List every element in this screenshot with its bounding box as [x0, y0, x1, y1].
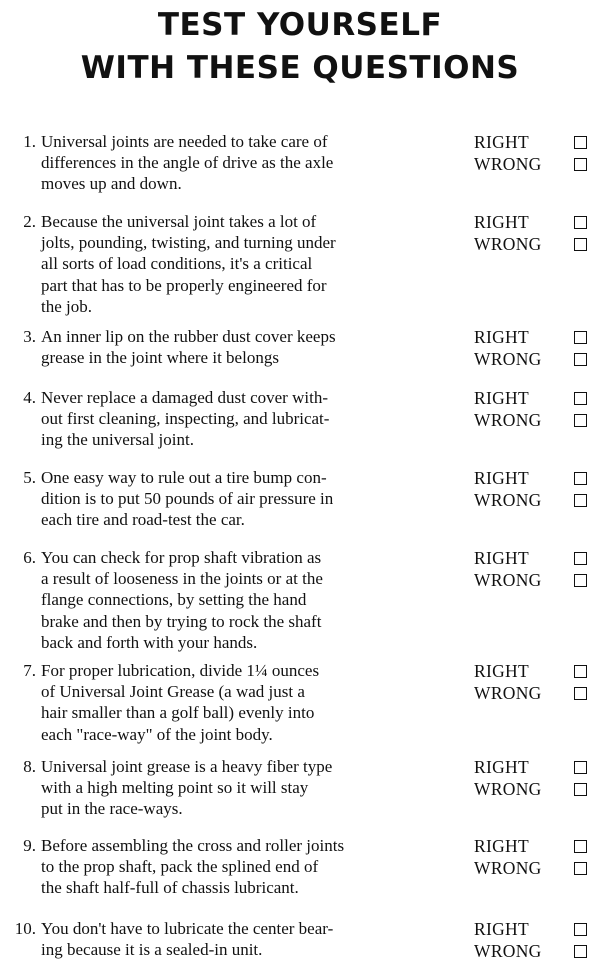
- wrong-checkbox[interactable]: [574, 494, 587, 507]
- question-number: 2.: [23, 212, 36, 231]
- question-text-line: ing because it is a sealed-in unit.: [41, 940, 263, 960]
- wrong-label: WRONG: [474, 570, 542, 590]
- answer-option-wrong: [474, 569, 600, 591]
- question-number: 8.: [23, 757, 36, 776]
- right-checkbox[interactable]: [574, 136, 587, 149]
- question-number: 5.: [23, 468, 36, 487]
- question-text-line: back and forth with your hands.: [41, 632, 258, 652]
- wrong-checkbox[interactable]: [574, 574, 587, 587]
- question-text-line: ing the universal joint.: [41, 430, 194, 450]
- answer-option-right: [474, 211, 600, 233]
- question-text: [41, 467, 459, 531]
- question-text-line: brake and then by trying to rock the shaft: [41, 611, 322, 631]
- wrong-label: WRONG: [474, 779, 542, 799]
- wrong-checkbox[interactable]: [574, 414, 587, 427]
- right-label: RIGHT: [474, 132, 529, 152]
- question-number: 1.: [23, 132, 36, 151]
- right-label: RIGHT: [474, 661, 529, 681]
- wrong-label: WRONG: [474, 683, 542, 703]
- question-text-line: out first cleaning, inspecting, and lubricat-: [41, 409, 330, 429]
- question-text-line: Before assembling the cross and roller joints: [41, 836, 345, 855]
- question-text-line: dition is to put 50 pounds of air pressure in: [41, 489, 334, 509]
- wrong-checkbox[interactable]: [574, 945, 587, 958]
- question-number: 4.: [23, 388, 36, 407]
- question-number: 10.: [14, 919, 36, 938]
- right-label: RIGHT: [474, 919, 529, 939]
- answer-options: [474, 547, 600, 591]
- answer-option-wrong: [474, 682, 600, 704]
- right-label: RIGHT: [474, 388, 529, 408]
- question-text-line: For proper lubrication, divide 1¼ ounces: [41, 661, 320, 680]
- question-text-line: Universal joint grease is a heavy fiber type: [41, 757, 333, 776]
- wrong-checkbox[interactable]: [574, 687, 587, 700]
- answer-option-wrong: [474, 857, 600, 879]
- question-text-line: moves up and down.: [41, 174, 182, 194]
- right-label: RIGHT: [474, 212, 529, 232]
- wrong-label: WRONG: [474, 154, 542, 174]
- right-label: RIGHT: [474, 548, 529, 568]
- page-title: [0, 4, 600, 90]
- question-text-line: flange connections, by setting the hand: [41, 590, 307, 610]
- question-number: 7.: [23, 661, 36, 680]
- answer-option-right: [474, 547, 600, 569]
- question-text-line: the job.: [41, 296, 92, 316]
- answer-option-right: [474, 918, 600, 940]
- answer-option-right: [474, 660, 600, 682]
- answer-options: [474, 835, 600, 879]
- wrong-label: WRONG: [474, 490, 542, 510]
- answer-options: [474, 131, 600, 175]
- question-text-line: hair smaller than a golf ball) evenly into: [41, 703, 315, 723]
- answer-option-wrong: [474, 153, 600, 175]
- question-text-line: with a high melting point so it will stay: [41, 778, 309, 798]
- title-line-2: WITH THESE QUESTIONS: [80, 50, 520, 86]
- question-text: [41, 326, 459, 368]
- wrong-label: WRONG: [474, 858, 542, 878]
- wrong-checkbox[interactable]: [574, 158, 587, 171]
- right-checkbox[interactable]: [574, 923, 587, 936]
- answer-option-right: [474, 326, 600, 348]
- answer-options: [474, 660, 600, 704]
- wrong-label: WRONG: [474, 349, 542, 369]
- answer-options: [474, 467, 600, 511]
- answer-option-right: [474, 131, 600, 153]
- answer-option-right: [474, 467, 600, 489]
- right-checkbox[interactable]: [574, 552, 587, 565]
- answer-options: [474, 211, 600, 255]
- question-text-line: to the prop shaft, pack the splined end of: [41, 857, 319, 877]
- answer-options: [474, 756, 600, 800]
- answer-option-wrong: [474, 940, 600, 962]
- answer-options: [474, 326, 600, 370]
- answer-option-wrong: [474, 778, 600, 800]
- question-text: [41, 211, 459, 317]
- title-line-1: TEST YOURSELF: [157, 7, 443, 43]
- question-text-line: You can check for prop shaft vibration as: [41, 548, 322, 567]
- question-text-line: differences in the angle of drive as the axle: [41, 153, 334, 173]
- right-label: RIGHT: [474, 836, 529, 856]
- question-text-line: the shaft half-full of chassis lubricant.: [41, 878, 299, 898]
- answer-option-right: [474, 756, 600, 778]
- answer-options: [474, 387, 600, 431]
- question-text: [41, 918, 459, 960]
- question-text-line: An inner lip on the rubber dust cover keeps: [41, 327, 336, 346]
- answer-options: [474, 918, 600, 962]
- question-text-line: grease in the joint where it belongs: [41, 348, 279, 368]
- question-text: [41, 660, 459, 745]
- wrong-label: WRONG: [474, 941, 542, 961]
- right-checkbox[interactable]: [574, 665, 587, 678]
- question-text-line: each "race-way" of the joint body.: [41, 724, 273, 744]
- right-checkbox[interactable]: [574, 761, 587, 774]
- question-text-line: put in the race-ways.: [41, 799, 183, 819]
- right-checkbox[interactable]: [574, 216, 587, 229]
- question-text-line: Universal joints are needed to take care of: [41, 132, 328, 151]
- answer-option-right: [474, 835, 600, 857]
- question-text: [41, 131, 459, 195]
- question-number: 6.: [23, 548, 36, 567]
- question-text-line: jolts, pounding, twisting, and turning under: [41, 233, 336, 253]
- question-text-line: You don't have to lubricate the center bear-: [41, 919, 334, 938]
- question-text-line: part that has to be properly engineered for: [41, 275, 327, 295]
- question-number: 9.: [23, 836, 36, 855]
- right-checkbox[interactable]: [574, 331, 587, 344]
- right-label: RIGHT: [474, 327, 529, 347]
- question-text-line: of Universal Joint Grease (a wad just a: [41, 682, 305, 702]
- answer-option-right: [474, 387, 600, 409]
- wrong-checkbox[interactable]: [574, 353, 587, 366]
- answer-option-wrong: [474, 409, 600, 431]
- right-label: RIGHT: [474, 468, 529, 488]
- question-text: [41, 756, 459, 820]
- wrong-checkbox[interactable]: [574, 783, 587, 796]
- question-text-line: a result of looseness in the joints or at the: [41, 569, 323, 589]
- wrong-checkbox[interactable]: [574, 862, 587, 875]
- question-text: [41, 835, 459, 899]
- right-checkbox[interactable]: [574, 392, 587, 405]
- question-text: [41, 547, 459, 653]
- wrong-label: WRONG: [474, 234, 542, 254]
- question-text-line: Because the universal joint takes a lot of: [41, 212, 317, 231]
- question-text-line: each tire and road-test the car.: [41, 510, 245, 530]
- question-number: 3.: [23, 327, 36, 346]
- right-checkbox[interactable]: [574, 840, 587, 853]
- wrong-label: WRONG: [474, 410, 542, 430]
- wrong-checkbox[interactable]: [574, 238, 587, 251]
- answer-option-wrong: [474, 233, 600, 255]
- question-text-line: all sorts of load conditions, it's a critical: [41, 254, 313, 274]
- question-text: [41, 387, 459, 451]
- answer-option-wrong: [474, 348, 600, 370]
- right-label: RIGHT: [474, 757, 529, 777]
- question-text-line: One easy way to rule out a tire bump con-: [41, 468, 327, 487]
- answer-option-wrong: [474, 489, 600, 511]
- right-checkbox[interactable]: [574, 472, 587, 485]
- question-text-line: Never replace a damaged dust cover with-: [41, 388, 328, 407]
